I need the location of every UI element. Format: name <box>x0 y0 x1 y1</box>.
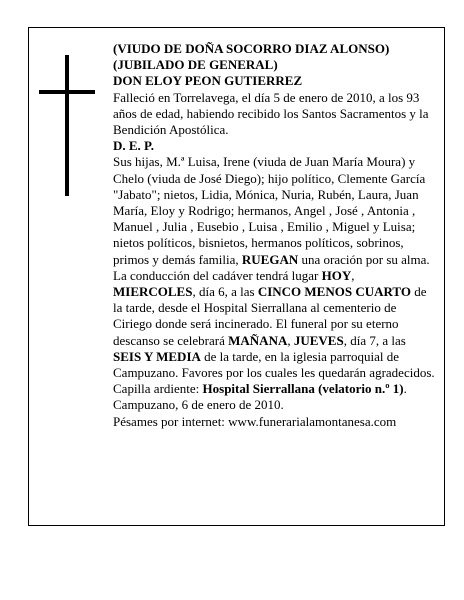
web-line: Pésames por internet: www.funerarialamontanesa.com <box>113 413 397 429</box>
widower-line: (VIUDO DE DOÑA SOCORRO DIAZ ALONSO) <box>113 41 390 56</box>
obituary-text <box>113 41 435 430</box>
death-paragraph: Falleció en Torrelavega, el día 5 de enero de 2010, a los 93 años de edad, habiendo recibido los Santos Sacramentos y la Bendición Apostólica. <box>113 89 429 138</box>
retired-line: (JUBILADO DE GENERAL) <box>113 57 278 73</box>
funeral-text-3: de la tarde, desde el Hospital Sierrallana al cementerio de Ciriego donde será incinerado. El funeral por su eterno descanso se celebrará <box>113 284 427 348</box>
capilla-ardiente-text: Hospital Sierrallana (velatorio n.º 1) <box>202 381 404 397</box>
family-text: Sus hijas, M.ª Luisa, Irene (viuda de Juan María Moura) y Chelo (viuda de José Diego); hijo político, Clemente García "Jabato"; nietos, Lidia, Mónica, Nuria, Rubén, Laura, Juan María, Eloy y Rodrigo; hermanos, Angel , José , Antonia , Manuel , Julia , Eusebio , Luisa , Emilio , Miguel y Luisa; nietos políticos, bisnietos, hermanos políticos, sobrinos, primos y demás familia, <box>113 154 426 267</box>
jueves-text: JUEVES <box>293 332 344 348</box>
manana-text: MAÑANA <box>228 332 288 348</box>
funeral-text-4: , día 7, a las <box>343 332 406 348</box>
dep-line: D. E. P. <box>113 138 155 154</box>
funeral-text-6: . <box>403 381 407 397</box>
deceased-name: DON ELOY PEON GUTIERREZ <box>113 73 303 89</box>
family-paragraph <box>113 154 435 397</box>
ruegan-text: RUEGAN <box>241 251 299 267</box>
cinco-menos-cuarto-text: CINCO MENOS CUARTO <box>257 284 411 300</box>
funeral-text-5: de la tarde, en la iglesia parroquial de Campuzano. Favores por los cuales les quedarán agradecidos. Capilla ardiente: <box>113 348 435 397</box>
funeral-comma-2: , <box>287 332 294 348</box>
cross-icon-bar <box>39 90 95 94</box>
cross-icon <box>65 55 69 196</box>
date-line: Campuzano, 6 de enero de 2010. <box>113 397 284 413</box>
miercoles-text: MIERCOLES <box>113 284 193 300</box>
funeral-text-1: una oración por su alma. La conducción del cadáver tendrá lugar <box>113 251 430 283</box>
funeral-text-2: , día 6, a las <box>192 284 258 300</box>
funeral-comma-1: , <box>351 267 355 283</box>
hoy-text: HOY <box>321 267 352 283</box>
seis-y-media-text: SEIS Y MEDIA <box>113 348 201 364</box>
